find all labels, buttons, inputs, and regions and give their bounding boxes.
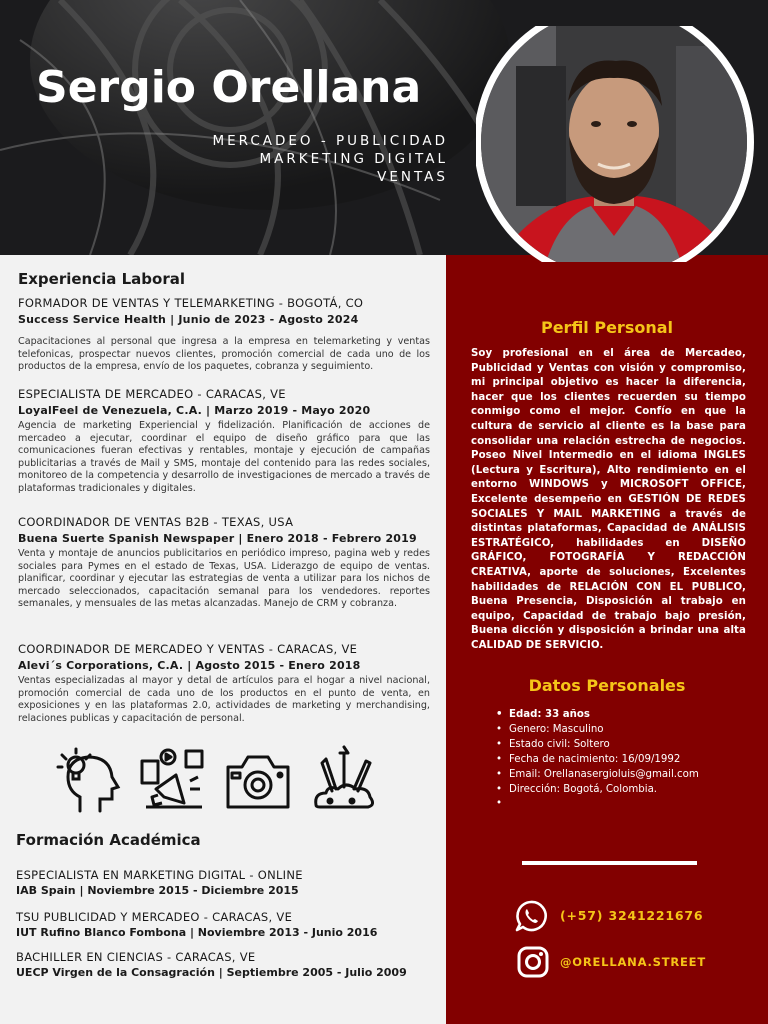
instagram-contact[interactable] bbox=[514, 945, 754, 979]
media-marketing-icon bbox=[136, 745, 208, 815]
divider bbox=[522, 861, 697, 865]
personal-data-item: • Fecha de nacimiento: 16/09/1992 bbox=[496, 753, 761, 768]
tagline-line: MERCADEO - PUBLICIDAD bbox=[212, 133, 448, 149]
job-title: ESPECIALISTA DE MERCADEO - CARACAS, VE bbox=[18, 387, 286, 401]
art-supplies-icon bbox=[308, 745, 380, 815]
job-entry bbox=[18, 515, 430, 611]
job-company: LoyalFeel de Venezuela, C.A. | Marzo 2019 - Mayo 2020 bbox=[18, 404, 371, 417]
education-entry bbox=[16, 950, 436, 979]
job-description: Agencia de marketing Experiencial y fidelización. Planificación de acciones de mercadeo a ejecutar, coordinar el equipo de diseño gráfico para que las comunicaciones fueran efectivas y rentables, montaje y ejecución de campañas publicitarias a través de Mail y SMS, montaje del contenido para las redes sociales, monitoreo de la competencia y desarrollo de investigaciones de mercado a través de plataformas tradicionales y digitales. bbox=[18, 420, 430, 494]
phone-contact[interactable] bbox=[514, 899, 754, 933]
experience-heading: Experiencia Laboral bbox=[18, 270, 185, 288]
instagram-icon bbox=[516, 945, 550, 979]
job-description: Capacitaciones al personal que ingresa a la empresa en telemarketing y ventas telefonicas, prospectar nuevos clientes, promoción comercial de cada uno de los productos de la empresa, envío de los paquetes, cobranza y seguimiento. bbox=[18, 336, 430, 373]
job-title: COORDINADOR DE VENTAS B2B - TEXAS, USA bbox=[18, 515, 294, 529]
education-title: ESPECIALISTA EN MARKETING DIGITAL - ONLINE bbox=[16, 868, 303, 882]
personal-data-item: • Estado civil: Soltero bbox=[496, 738, 761, 753]
education-title: BACHILLER EN CIENCIAS - CARACAS, VE bbox=[16, 950, 256, 964]
camera-icon bbox=[222, 745, 294, 815]
tagline bbox=[212, 132, 448, 186]
personal-data-item: • Dirección: Bogotá, Colombia. bbox=[496, 783, 761, 798]
job-company: Buena Suerte Spanish Newspaper | Enero 2018 - Febrero 2019 bbox=[18, 532, 417, 545]
profile-text: Soy profesional en el área de Mercadeo, Publicidad y Ventas con visión y compromiso, mi principal objetivo es hacer la diferencia, hacer que los clientes recuerden su tiempo conmigo como el mejor. Confío en que la cultura de servicio al cliente es la base para consolidar una relación estrecha de negocios. Poseo Nivel Intermedio en el idioma INGLES (Lectura y Escritura), Alto rendimiento en el entorno WINDOWS y MICROSOFT OFFICE, Excelente desempeño en GESTIÓN DE REDES SOCIALES Y MAIL MARKETING a través de distintas plataformas, Capacidad de ANÁLISIS ESTRATÉGICO, habilidades en DISEÑO GRÁFICO, FOTOGRAFÍA Y REDACCIÓN CREATIVA, aporte de soluciones, Excelentes habilidades de RELACIÓN CON EL PUBLICO, Buena Presencia, Disposición al trabajo en equipo, Capacidad de trabajo bajo presión, Buena dicción y disposición a brindar una alta CALIDAD DE SERVICIO. bbox=[471, 348, 746, 651]
education-institution: IAB Spain | Noviembre 2015 - Diciembre 2015 bbox=[16, 884, 299, 897]
phone-number: (+57) 3241221676 bbox=[560, 908, 704, 923]
personal-data-item: • Edad: 33 años bbox=[496, 708, 761, 723]
education-institution: IUT Rufino Blanco Fombona | Noviembre 2013 - Junio 2016 bbox=[16, 926, 378, 939]
job-description: Ventas especializadas al mayor y detal de artículos para el hogar a nivel nacional, promoción comercial de cada uno de los productos en el punto de venta, en exposiciones y en las plataformas 2.0, actividades de marketing y merchandising, relaciones publicas y capacitación de personal. bbox=[18, 675, 430, 724]
education-title: TSU PUBLICIDAD Y MERCADEO - CARACAS, VE bbox=[16, 910, 293, 924]
whatsapp-icon bbox=[514, 899, 548, 933]
profile-photo bbox=[476, 26, 756, 262]
personal-data-heading: Datos Personales bbox=[528, 676, 686, 695]
tagline-line: VENTAS bbox=[377, 169, 448, 185]
job-company: Success Service Health | Junio de 2023 - Agosto 2024 bbox=[18, 313, 359, 326]
personal-data-list bbox=[496, 708, 761, 797]
education-institution: UECP Virgen de la Consagración | Septiembre 2005 - Julio 2009 bbox=[16, 966, 407, 979]
education-entry bbox=[16, 868, 436, 897]
education-heading: Formación Académica bbox=[16, 831, 201, 849]
profile-heading: Perfil Personal bbox=[540, 318, 674, 337]
education-entry bbox=[16, 910, 436, 939]
job-company: Alevi´s Corporations, C.A. | Agosto 2015 - Enero 2018 bbox=[18, 659, 361, 672]
job-entry bbox=[18, 642, 430, 725]
job-title: COORDINADOR DE MERCADEO Y VENTAS - CARACAS, VE bbox=[18, 642, 358, 656]
skill-icons bbox=[50, 745, 380, 815]
job-entry bbox=[18, 387, 430, 496]
personal-data-item: • Email: Orellanasergioluis@gmail.com bbox=[496, 768, 761, 783]
instagram-handle: @ORELLANA.STREET bbox=[560, 955, 706, 969]
job-title: FORMADOR DE VENTAS Y TELEMARKETING - BOGOTÁ, CO bbox=[18, 296, 364, 310]
job-entry bbox=[18, 296, 430, 374]
head-lightbulb-icon bbox=[50, 745, 122, 815]
candidate-name: Sergio Orellana bbox=[36, 62, 422, 113]
personal-data-item: • Genero: Masculino bbox=[496, 723, 761, 738]
job-description: Venta y montaje de anuncios publicitarios en periódico impreso, pagina web y redes sociales para Pymes en el estado de Texas, USA. Liderazgo de equipo de ventas. planificar, coordinar y ejecutar las estrategias de venta a utilizar para los nichos de mercado seleccionados, capacitación semanal para los vendedores. reportes semanales, y mensuales de las metas alcanzadas. Manejo de CRM y cobranza. bbox=[18, 548, 430, 610]
tagline-line: MARKETING DIGITAL bbox=[259, 151, 448, 167]
